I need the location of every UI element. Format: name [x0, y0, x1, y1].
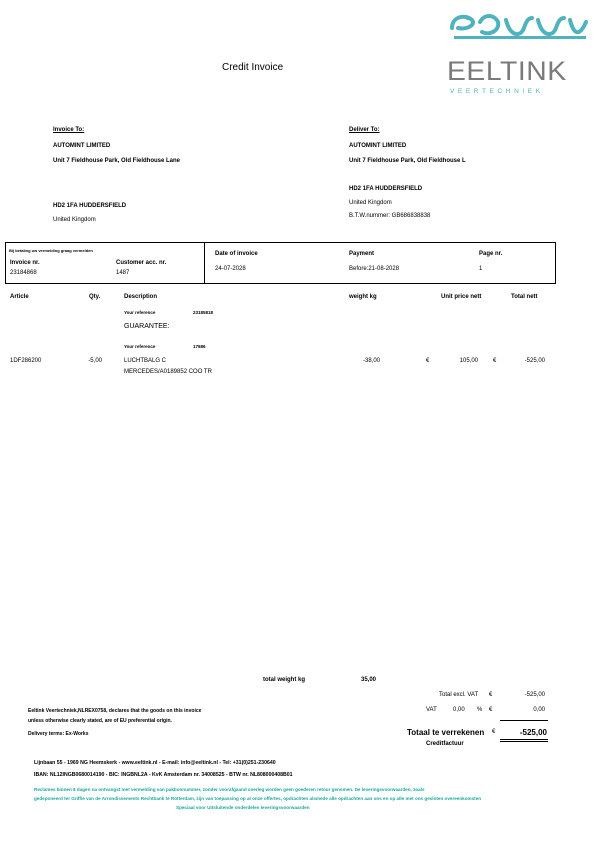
totals-divider-bottom-1: [500, 739, 548, 740]
deliver-to-label: Deliver To:: [349, 127, 380, 133]
column-header-qty: Qty.: [89, 294, 101, 300]
footer-address: Lijnbaan 55 - 1969 NG Heemskerk - www.eeltink.nl - E-mail: info@eeltink.nl - Tel: +31(0)251-230640: [34, 760, 276, 766]
totals-divider-top: [500, 720, 548, 721]
total-to-settle-currency: €: [492, 729, 496, 735]
invoice-nr-label: Invoice nr.: [10, 260, 40, 266]
deliver-to-postal-city: HD2 1FA HUDDERSFIELD: [349, 186, 423, 192]
your-reference-label: Your reference: [124, 310, 156, 315]
totals-divider-bottom-2: [500, 741, 548, 742]
line-currency-2: €: [493, 358, 497, 364]
vat-label: VAT: [426, 707, 437, 713]
total-excl-vat-label: Total excl. VAT: [439, 692, 479, 698]
invoice-to-postal-city: HD2 1FA HUDDERSFIELD: [53, 203, 127, 209]
invoice-to-street: Unit 7 Fieldhouse Park, Old Fieldhouse Lane: [53, 158, 181, 164]
line-unit-price: 105,00: [459, 358, 478, 364]
line-qty: -5,00: [88, 358, 102, 364]
invoice-to-country: United Kingdom: [53, 217, 96, 223]
origin-declaration-line-1: Eeltink Veertechniek,NLREX0758, declares that the goods on this invoice: [28, 708, 202, 714]
total-weight-value: 35,00: [361, 677, 377, 683]
your-reference-label-2: Your reference: [124, 344, 156, 349]
payment-label: Payment: [349, 251, 375, 257]
column-header-weight: weight kg: [349, 294, 377, 300]
page-title: Credit Invoice: [222, 62, 284, 73]
reference-caption: Bij betaling uw vermelding graag vermelden: [9, 248, 93, 253]
column-header-unit-price: Unit price nett: [441, 294, 482, 300]
your-reference-value: 23185818: [193, 310, 214, 315]
vat-currency: €: [489, 707, 493, 713]
origin-declaration-line-2: unless otherwise clearly stated, are of EU preferential origin.: [28, 718, 172, 724]
footer-terms-line-3: Speciaal voor Uitsluitende onderdelen leveringsvoorwaarden: [176, 805, 310, 810]
delivery-terms: Delivery terms: Ex-Works: [28, 731, 89, 737]
deliver-to-street: Unit 7 Fieldhouse Park, Old Fieldhouse L: [349, 158, 466, 164]
invoice-to-label: Invoice To:: [53, 127, 85, 133]
date-label: Date of invoice: [215, 251, 258, 257]
footer-terms-line-2: gedeponeerd ter Griffie van de Arrondissements Rechtbank te Rotterdam, zijn van toepassing op al onze offertes, opdrachten alsmede alle opdrachten aan ons en op alle met ons gesloten overeenkomsten: [34, 796, 482, 801]
logo-wordmark: EELTINK: [447, 56, 567, 86]
total-to-settle-label: Totaal te verrekenen: [407, 728, 485, 737]
footer-bank: IBAN: NL12INGB0680014190 - BIC: INGBNL2A - KvK Amsterdam nr. 34008525 - BTW nr. NL808000408B01: [34, 772, 293, 778]
line-description-1: LUCHTBALG C: [124, 358, 167, 364]
page-nr-label: Page nr.: [479, 251, 503, 257]
total-to-settle-value: -525,00: [519, 728, 547, 737]
column-header-article: Article: [10, 294, 29, 300]
line-total: -525,00: [524, 358, 545, 364]
logo-subtitle: VEERTECHNIEK: [450, 88, 544, 95]
column-header-total: Total nett: [511, 294, 538, 300]
deliver-to-company: AUTOMINT LIMITED: [349, 143, 407, 149]
customer-acc-label: Customer acc. nr.: [116, 260, 167, 266]
column-header-description: Description: [124, 294, 158, 300]
invoice-to-company: AUTOMINT LIMITED: [53, 143, 111, 149]
credit-invoice-label: Creditfactuur: [426, 741, 464, 747]
total-excl-vat-currency: €: [489, 692, 493, 698]
page-nr-value: 1: [479, 266, 483, 272]
your-reference-value-2: 17686: [193, 344, 206, 349]
line-description-2: MERCEDES/A0189852 COO TR: [124, 369, 212, 375]
deliver-to-vat-number: B.T.W.nummer: GB686838838: [349, 213, 431, 219]
footer-terms-line-1: Reclames binnen 8 dagen na ontvangst met vermelding van pakbonnummer, zonder voorafgaand overleg worden geen goederen retour genomen. De leveringsvoorwaarden, zoals: [34, 787, 425, 792]
total-excl-vat-value: -525,00: [524, 692, 545, 698]
date-value: 24-07-2028: [215, 266, 246, 272]
total-weight-label: total weight kg: [263, 677, 305, 683]
vat-value: 0,00: [533, 707, 545, 713]
vat-percent: %: [477, 707, 483, 713]
guarantee-label: GUARANTEE:: [124, 323, 170, 330]
customer-acc-value: 1487: [116, 270, 130, 276]
line-weight: -38,00: [362, 358, 380, 364]
deliver-to-country: United Kingdom: [349, 200, 392, 206]
vat-rate: 0,00: [453, 707, 465, 713]
payment-value: Before:21-08-2028: [349, 266, 400, 272]
line-article: 1DF286200: [10, 358, 42, 364]
line-currency: €: [426, 358, 430, 364]
invoice-nr-value: 23184868: [10, 270, 37, 276]
